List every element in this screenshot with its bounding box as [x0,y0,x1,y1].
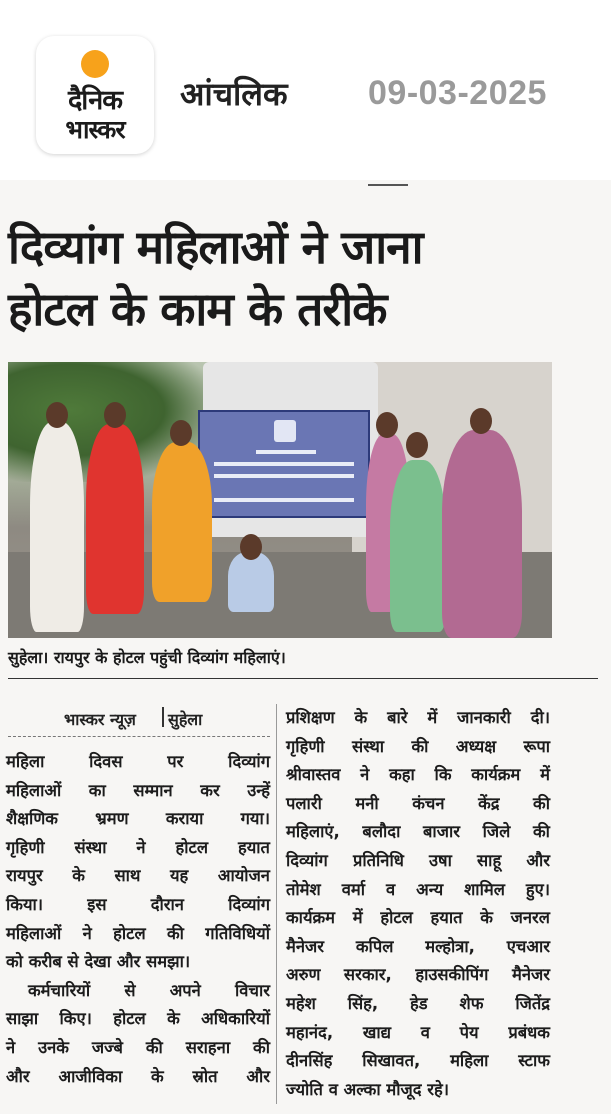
caption-divider [8,678,598,679]
photo-person-head [376,412,398,438]
column-divider [276,704,277,1104]
clipping-edge-mark [368,180,408,186]
sun-icon [81,50,109,78]
article-text-line: प्रशिक्षण के बारे में जानकारी दी। [286,708,550,727]
article-text-line: मैनेजर कपिल मल्होत्रा, एचआर [286,936,550,956]
photo-person-head [470,408,492,434]
article-text-line: और आजीविका के स्रोत और [6,1066,270,1086]
banner-text-line [256,450,316,454]
article-text-line: महिला दिवस पर दिव्यांग [6,752,270,771]
section-title: आंचलिक [180,75,288,113]
article-text-line: महेश सिंह, हेड शेफ जितेंद्र [286,993,550,1013]
banner-text-line [214,462,354,466]
article-text-line: साझा किए। होटल के अधिकारियों [6,1009,270,1029]
photo-person-head [46,402,68,428]
article-text-line: अरुण सरकार, हाउसकीपिंग मैनेजर [286,965,550,985]
byline-divider [8,736,270,737]
article-text-line: श्रीवास्तव ने कहा कि कार्यक्रम में [286,765,550,785]
photo-person [30,422,84,632]
article-text-line: किया। इस दौरान दिव्यांग [6,894,270,914]
article-text-line: गृहिणी संस्था ने होटल हयात [6,837,270,857]
photo-event-banner [198,410,370,518]
edition-date: 09-03-2025 [368,74,547,112]
newspaper-clipping [0,180,611,1114]
banner-text-line [214,474,354,478]
byline-agency: भास्कर न्यूज़ [64,710,136,729]
article-text-line: महिलाओं का सम्मान कर उन्हें [6,780,270,800]
article-text-line: कार्यक्रम में होटल हयात के जनरल [286,908,550,928]
banner-text-line [214,498,354,502]
photo-person [152,442,212,602]
article-headline [8,216,598,340]
article-photo[interactable] [8,362,552,638]
logo-text-line2: भास्कर [65,115,125,144]
photo-caption: सुहेला। रायपुर के होटल पहुंची दिव्यांग महिलाएं। [8,648,286,667]
article-column-left [6,748,270,1091]
byline-place: सुहेला [168,710,203,729]
article-text-line: दीनसिंह सिखावत, महिला स्टाफ [286,1051,550,1071]
article-text-line: महिलाएं, बलौदा बाजार जिले की [286,822,550,842]
article-text-line: कर्मचारियों से अपने विचार [28,980,270,1000]
article-text-line: महानंद, खाद्य व पेय प्रबंधक [286,1022,550,1042]
photo-person [390,460,446,632]
headline-line-2: होटल के काम के तरीके [8,282,387,336]
photo-person [86,424,144,614]
article-column-right [286,704,550,1104]
byline-separator [162,707,164,727]
dainik-bhaskar-logo[interactable] [36,36,154,154]
article-text-line: तोमेश वर्मा व अन्य शामिल हुए। [286,879,550,899]
article-text-line: को करीब से देखा और समझा। [6,952,191,972]
article-text-line: महिलाओं ने होटल की गतिविधियों [6,923,270,943]
logo-text-line1: दैनिक [67,85,123,116]
headline-line-1: दिव्यांग महिलाओं ने जाना [8,220,423,274]
app-header [0,0,611,180]
photo-person-head [406,432,428,458]
photo-person [228,552,274,612]
article-text-line: रायपुर के साथ यह आयोजन [6,866,270,886]
article-text-line: ज्योति व अल्का मौजूद रहे। [286,1079,450,1099]
article-text-line: गृहिणी संस्था की अध्यक्ष रूपा [286,736,550,756]
article-text-line: दिव्यांग प्रतिनिधि उषा साहू और [286,850,550,870]
article-text-line: ने उनके जज्बे की सराहना की [6,1037,270,1057]
photo-person-head [170,420,192,446]
photo-person-head [240,534,262,560]
photo-person-head [104,402,126,428]
article-text-line: पलारी मनी कंचन केंद्र की [286,793,550,813]
article-text-line: शैक्षणिक भ्रमण कराया गया। [6,809,270,829]
photo-person [442,430,522,638]
banner-emblem-icon [274,420,296,442]
